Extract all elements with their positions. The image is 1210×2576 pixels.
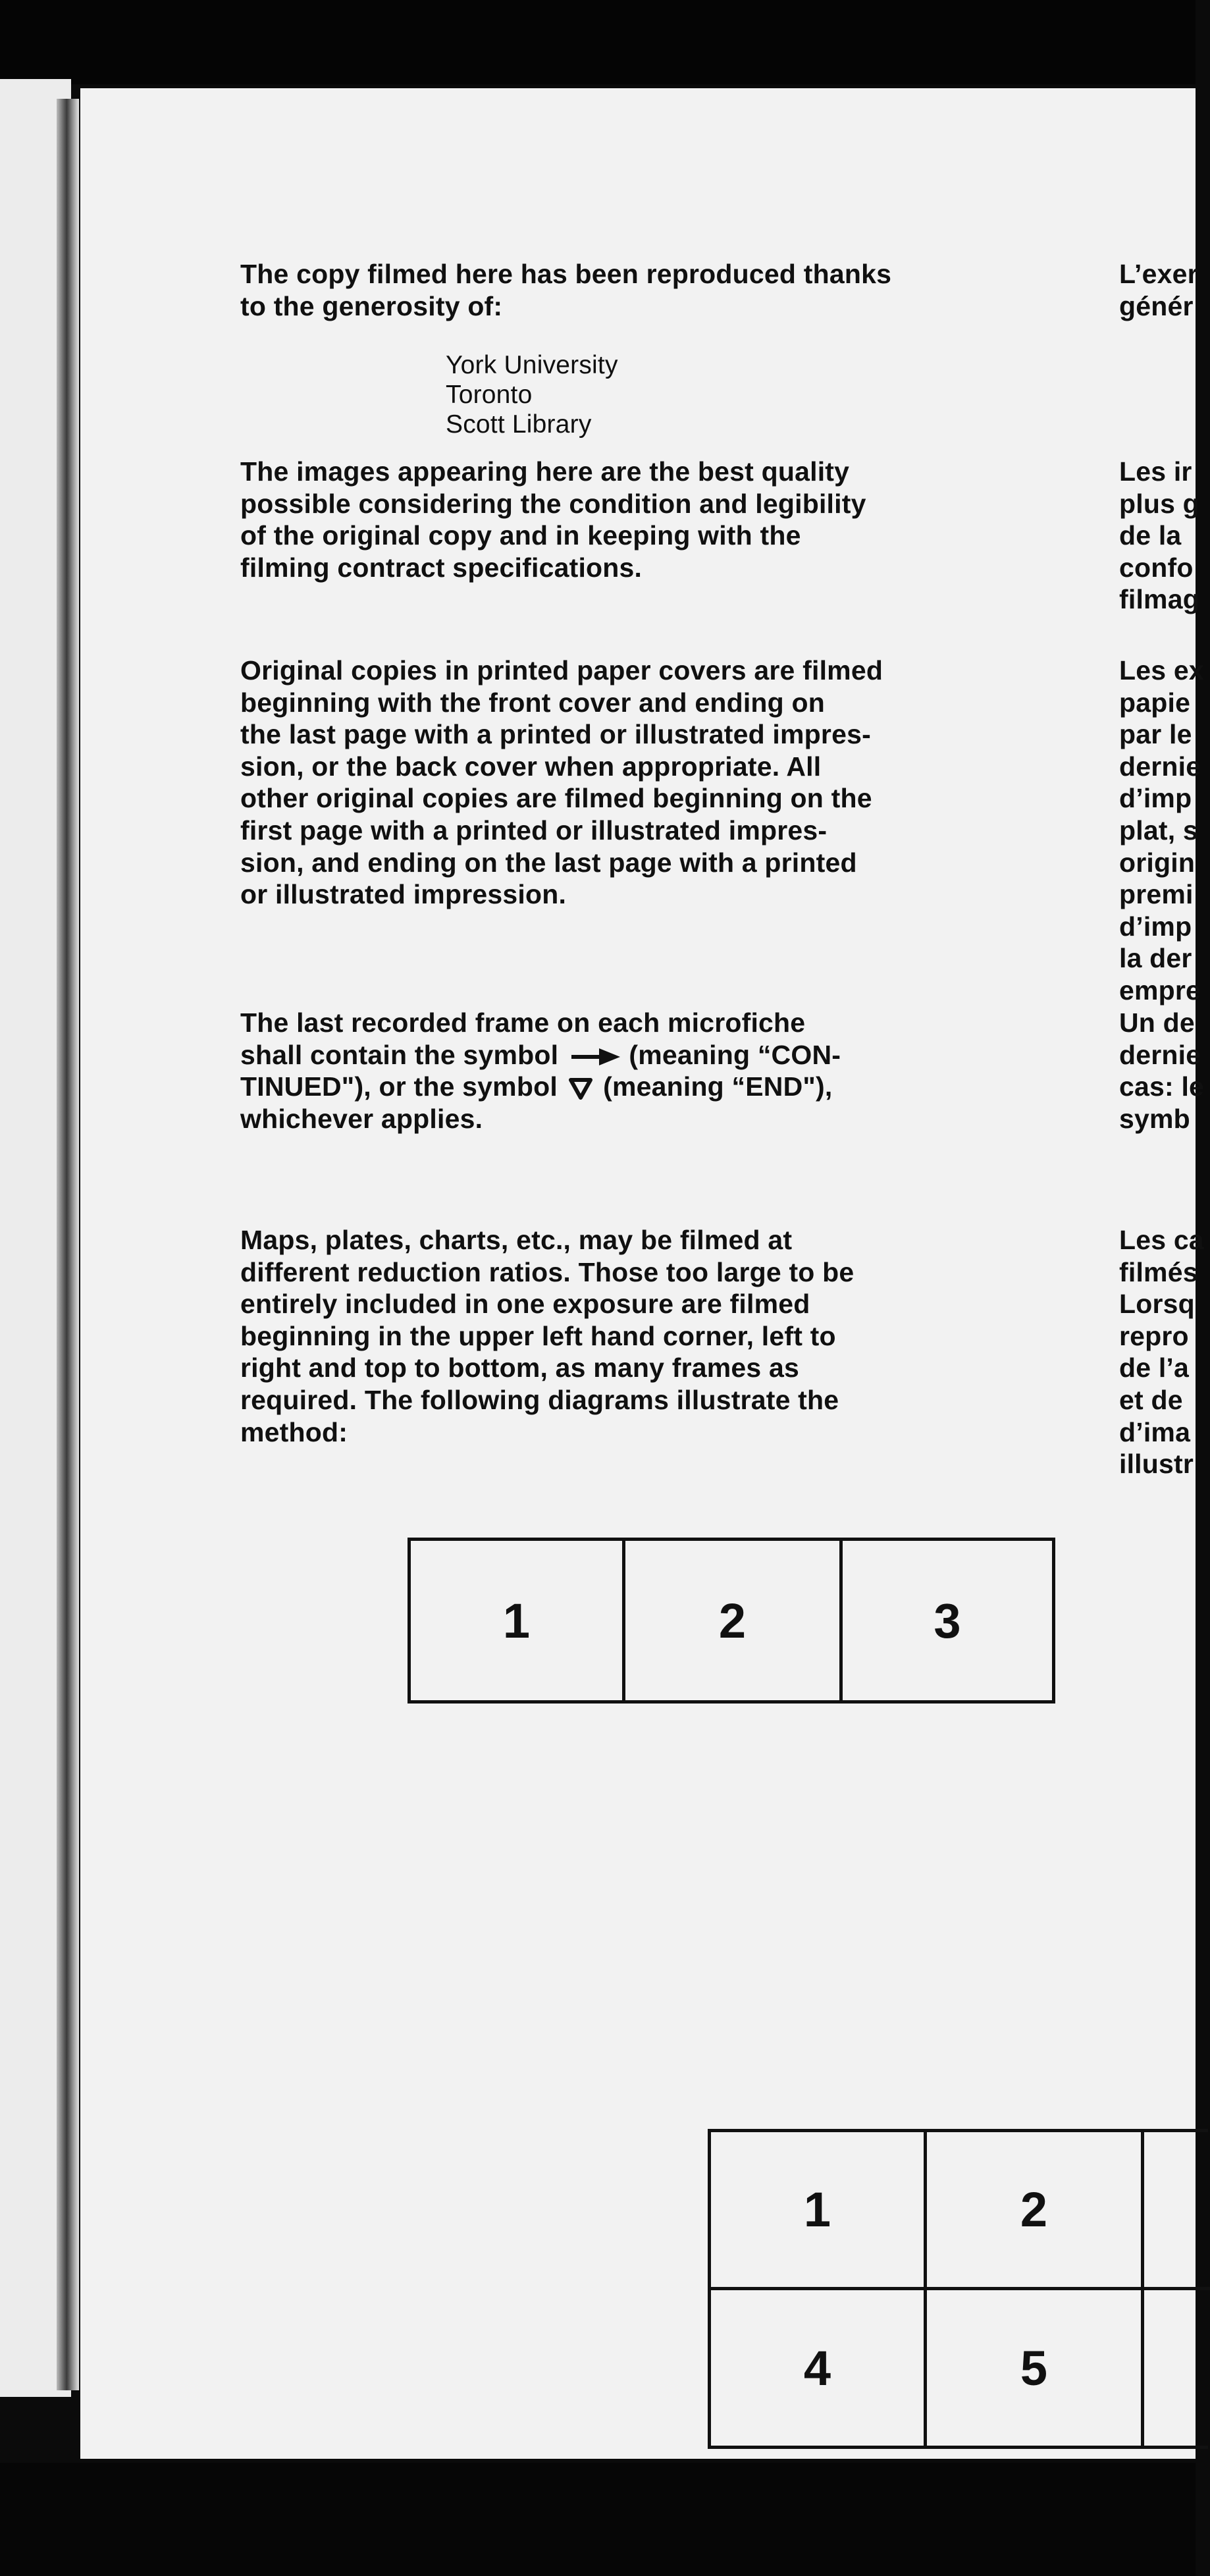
triangle-down-icon — [569, 1078, 592, 1099]
institution-address: York University Toronto Scott Library — [446, 351, 618, 439]
frame-cell: 4 — [711, 2290, 927, 2446]
frame-line-1: The last recorded frame on each microfiche — [240, 1007, 806, 1038]
frame-cell: 1 — [411, 1541, 625, 1700]
frame-line-2b: (meaning “CON- — [629, 1039, 841, 1070]
english-originals-paragraph: Original copies in printed paper covers are filmed beginning with the front cover and ending on the last page with a printed or illustrated impres- sion, or the back cover when appropriate. All other original copies are filmed beginning on the first page with a printed or illustrated impres- sion, and ending on the last page with a printed or illustrated impression. — [240, 655, 883, 910]
scan-bottom-border — [0, 2463, 1196, 2576]
french-originals-fragment: Les ex papie par le dernie d’imp plat, s origin premi d’imp la der empre — [1119, 655, 1204, 1006]
frame-cell: 5 — [927, 2290, 1144, 2446]
frame-cell — [1144, 2290, 1210, 2446]
frame-line-3b: (meaning “END"), — [603, 1071, 833, 1102]
frame-line-3 — [240, 1071, 1063, 1103]
frame-line-2a: shall contain the symbol — [240, 1039, 559, 1070]
frame-line-4: whichever applies. — [240, 1103, 483, 1134]
french-frame-fragment: Un de dernie cas: le symb — [1119, 1007, 1205, 1134]
english-quality-paragraph: The images appearing here are the best quality possible considering the condition and legibility of the original copy and in keeping with the filming contract specifications. — [240, 456, 866, 583]
frames-row-diagram — [408, 1538, 1055, 1704]
english-frame-symbol-paragraph — [240, 1007, 1063, 1135]
french-quality-fragment: Les ir plus g de la confo filmag — [1119, 456, 1199, 615]
frame-cell: 2 — [625, 1541, 843, 1700]
english-intro: The copy filmed here has been reproduced thanks to the generosity of: — [240, 259, 892, 321]
arrow-right-icon — [571, 1048, 620, 1066]
french-maps-fragment: Les ca filmés Lorsq repro de l’a et de d’ima illustr — [1119, 1225, 1204, 1480]
french-intro-fragment: L’exer génér — [1119, 259, 1198, 321]
microfiche-target-page — [80, 88, 1205, 2459]
scan-top-border — [0, 0, 1196, 84]
frames-grid-diagram — [708, 2129, 1208, 2449]
frame-line-2 — [240, 1039, 1063, 1071]
frame-cell: 3 — [934, 1593, 961, 1648]
frame-cell — [1144, 2132, 1210, 2290]
frame-cell: 1 — [711, 2132, 927, 2290]
frame-cell: 2 — [927, 2132, 1144, 2290]
english-maps-paragraph: Maps, plates, charts, etc., may be filmed at different reduction ratios. Those too large to be entirely included in one exposure are filmed beginning in the upper left hand corner, left to right and top to bottom, as many frames as required. The following diagrams illustrate the method: — [240, 1225, 855, 1447]
page-edge-shadow — [57, 99, 79, 2390]
frame-line-3a: TINUED"), or the symbol — [240, 1071, 558, 1102]
